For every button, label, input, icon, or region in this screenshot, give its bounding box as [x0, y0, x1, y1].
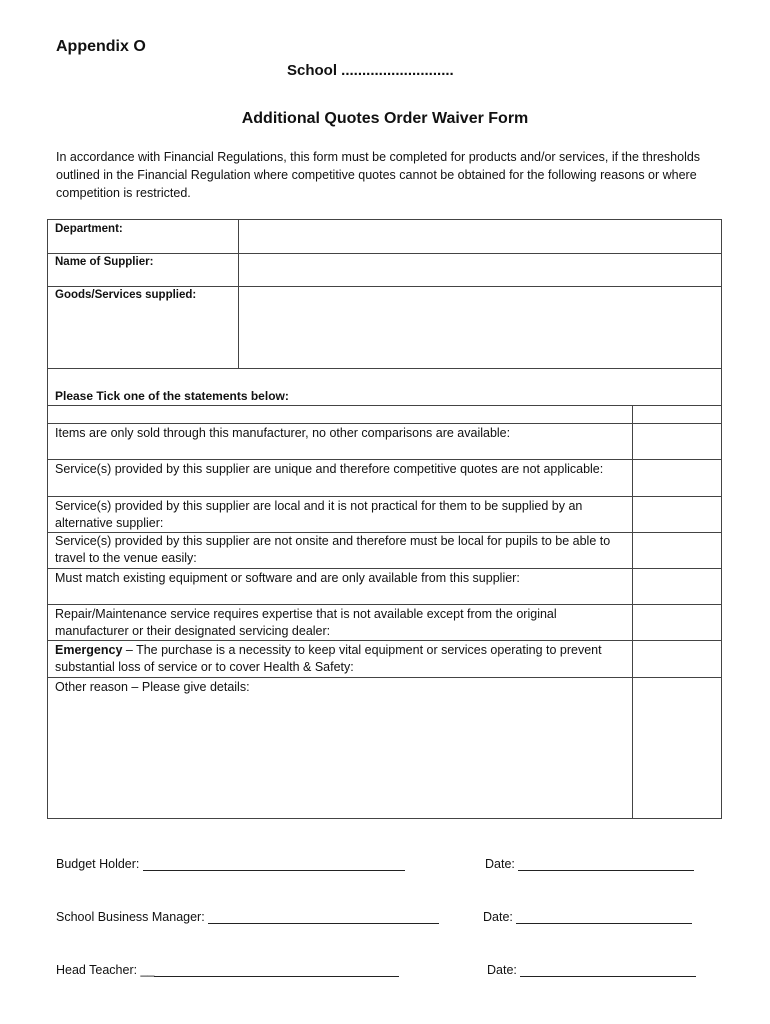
head-teacher-signature-line[interactable]	[154, 963, 399, 977]
date-label: Date:	[485, 857, 515, 871]
supplier-field[interactable]	[239, 254, 722, 286]
budget-holder-row	[56, 857, 405, 871]
tick-box-existing-equipment[interactable]	[633, 569, 721, 604]
statement-unique-service: Service(s) provided by this supplier are unique and therefore competitive quotes are not applicable:	[55, 462, 604, 476]
department-label: Department:	[55, 223, 123, 235]
row-divider	[48, 423, 721, 424]
statement-emergency	[55, 642, 630, 676]
head-teacher-date-row	[487, 963, 696, 977]
business-manager-date-line[interactable]	[516, 910, 692, 924]
emergency-bold-label: Emergency	[55, 643, 123, 657]
tick-box-local-supplier[interactable]	[633, 497, 721, 532]
tick-box-sole-manufacturer[interactable]	[633, 424, 721, 459]
business-manager-signature-line[interactable]	[208, 910, 439, 924]
school-name-line: School ...........................	[287, 62, 454, 79]
tick-box-emergency[interactable]	[633, 641, 721, 677]
statement-repair-maintenance: Repair/Maintenance service requires expertise that is not available except from the original manufacturer or their designated servicing dealer:	[55, 607, 557, 638]
row-divider	[48, 604, 721, 605]
statement-not-onsite: Service(s) provided by this supplier are not onsite and therefore must be local for pupils to be able to travel to the venue easily:	[55, 534, 611, 565]
budget-holder-label: Budget Holder:	[56, 857, 140, 871]
row-divider	[48, 405, 721, 406]
business-manager-row	[56, 910, 439, 924]
goods-field[interactable]	[239, 287, 722, 368]
tick-heading: Please Tick one of the statements below:	[55, 389, 289, 403]
waiver-table	[47, 219, 722, 819]
row-divider	[48, 496, 721, 497]
head-teacher-row	[56, 963, 399, 977]
tick-box-unique-service[interactable]	[633, 460, 721, 496]
emergency-text: – The purchase is a necessity to keep vital equipment or services operating to prevent substantial loss of service or to cover Health & Safety:	[55, 643, 602, 674]
department-field[interactable]	[239, 220, 722, 253]
head-teacher-label: Head Teacher: __	[56, 963, 155, 977]
supplier-label: Name of Supplier:	[55, 256, 154, 268]
head-teacher-date-line[interactable]	[520, 963, 696, 977]
tick-box-other-reason[interactable]	[633, 678, 721, 819]
appendix-label: Appendix O	[56, 38, 146, 55]
row-divider	[48, 640, 721, 641]
row-divider	[48, 368, 721, 369]
row-divider	[48, 677, 721, 678]
tick-box-repair-maintenance[interactable]	[633, 605, 721, 640]
row-divider	[48, 459, 721, 460]
budget-holder-signature-line[interactable]	[143, 857, 405, 871]
date-label: Date:	[487, 963, 517, 977]
budget-holder-date-row	[485, 857, 694, 871]
statement-sole-manufacturer: Items are only sold through this manufacturer, no other comparisons are available:	[55, 426, 511, 440]
intro-paragraph: In accordance with Financial Regulations, this form must be completed for products and/or services, if the thresholds outlined in the Financial Regulation where competitive quotes cannot be obtained for the following reasons or where competition is restricted.	[56, 150, 701, 200]
tick-box-not-onsite[interactable]	[633, 533, 721, 568]
form-title: Additional Quotes Order Waiver Form	[241, 110, 529, 127]
statement-other-reason: Other reason – Please give details:	[55, 680, 250, 694]
statement-existing-equipment: Must match existing equipment or software and are only available from this supplier:	[55, 571, 520, 585]
budget-holder-date-line[interactable]	[518, 857, 694, 871]
statement-local-supplier: Service(s) provided by this supplier are local and it is not practical for them to be supplied by an alternative supplier:	[55, 499, 583, 530]
date-label: Date:	[483, 910, 513, 924]
row-divider	[48, 568, 721, 569]
goods-label: Goods/Services supplied:	[55, 289, 197, 301]
business-manager-date-row	[483, 910, 692, 924]
business-manager-label: School Business Manager:	[56, 910, 205, 924]
